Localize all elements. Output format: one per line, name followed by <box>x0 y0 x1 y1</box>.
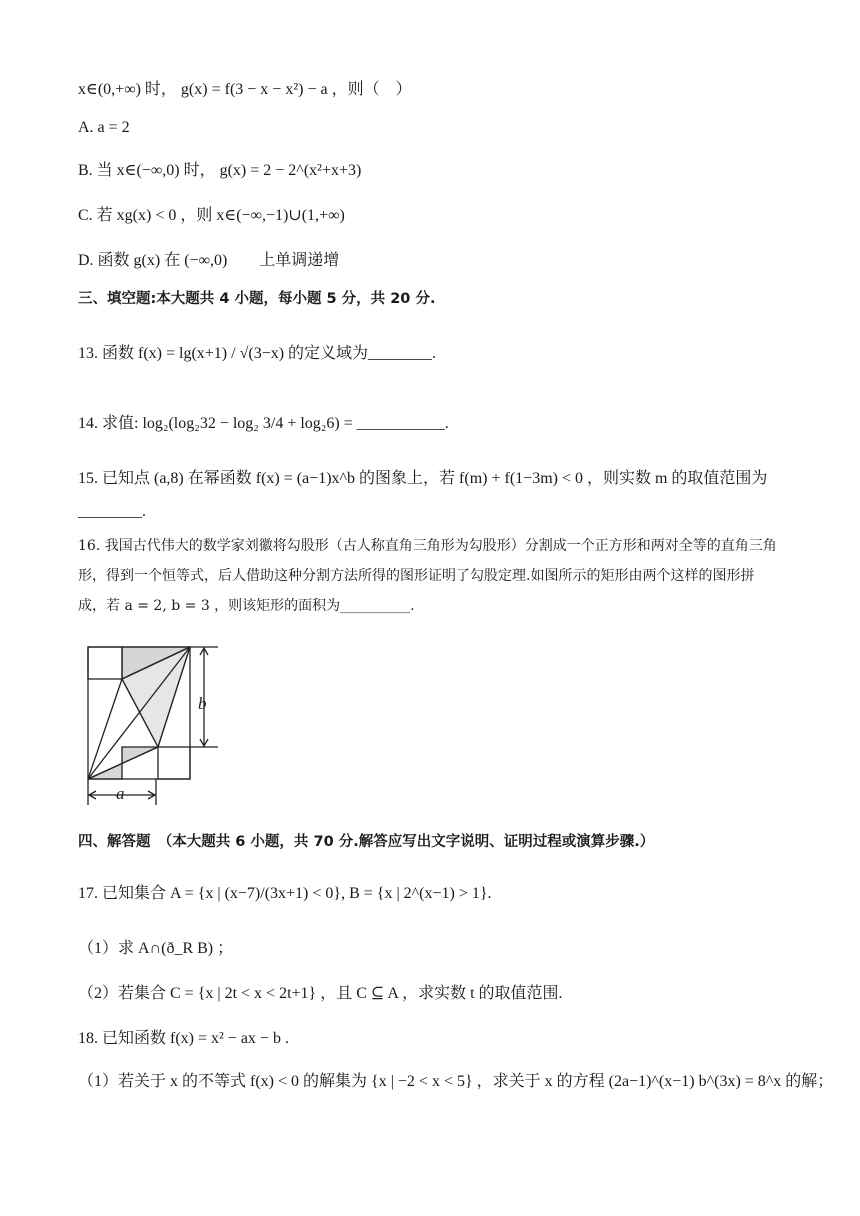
label-b: b <box>198 694 207 713</box>
question-17: 17. 已知集合 A = {x | (x−7)/(3x+1) < 0}, B = {x | 2^(x−1) > 1}. <box>78 885 492 902</box>
label-a: a <box>116 784 125 803</box>
section-3-heading: 三、填空题:本大题共 4 小题，每小题 5 分，共 20 分. <box>78 291 436 307</box>
question-15-blank: ________. <box>78 503 146 520</box>
q12-option-c: C. 若 xg(x) < 0 ，则 x∈(−∞,−1)∪(1,+∞) <box>78 207 345 224</box>
question-14: 14. 求值: log₂(log₂32 − log₂ 3/4 + log₂6) = ___________. <box>78 415 449 432</box>
figure-svg <box>80 645 240 813</box>
pythagorean-figure <box>80 645 240 813</box>
question-18-part-1: （1）若关于 x 的不等式 f(x) < 0 的解集为 {x | −2 < x < 5} ，求关于 x 的方程 (2a−1)^(x−1) b^(3x) = 8^x 的解； <box>78 1073 834 1090</box>
question-13: 13. 函数 f(x) = lg(x+1) / √(3−x) 的定义域为________. <box>78 345 437 362</box>
question-18: 18. 已知函数 f(x) = x² − ax − b . <box>78 1030 289 1047</box>
q12-option-d: D. 函数 g(x) 在 (−∞,0) 上单调递增 <box>78 252 340 269</box>
section-4-heading: 四、解答题 （本大题共 6 小题，共 70 分.解答应写出文字说明、证明过程或演算步骤.） <box>78 834 655 850</box>
corner-square-top <box>88 647 122 679</box>
question-16: 16. 我国古代伟大的数学家刘徽将勾股形（古人称直角三角形为勾股形）分割成一个正方形和两对全等的直角三角形，得到一个恒等式，后人借助这种分割方法所得的图形证明了勾股定理.如图所示的矩形由两个这样的图形拼成，若 a = 2, b = 3 ，则该矩形的面积为__________. <box>78 538 777 614</box>
line-4 <box>88 679 122 779</box>
question-17-part-2: （2）若集合 C = {x | 2t < x < 2t+1} ，且 C ⊆ A ，求实数 t 的取值范围. <box>78 985 563 1002</box>
question-17-part-1: （1）求 A∩(ð_R B) ； <box>78 940 234 957</box>
corner-square-bottom <box>158 747 190 779</box>
question-15: 15. 已知点 (a,8) 在幂函数 f(x) = (a−1)x^b 的图象上，若 f(m) + f(1−3m) < 0 ，则实数 m 的取值范围为 <box>78 470 768 487</box>
q12-option-b: B. 当 x∈(−∞,0) 时， g(x) = 2 − 2^(x²+x+3) <box>78 162 362 179</box>
q12-option-a: A. a = 2 <box>78 119 130 136</box>
q12-stem: x∈(0,+∞) 时， g(x) = f(3 − x − x²) − a ，则（ ） <box>78 81 412 98</box>
